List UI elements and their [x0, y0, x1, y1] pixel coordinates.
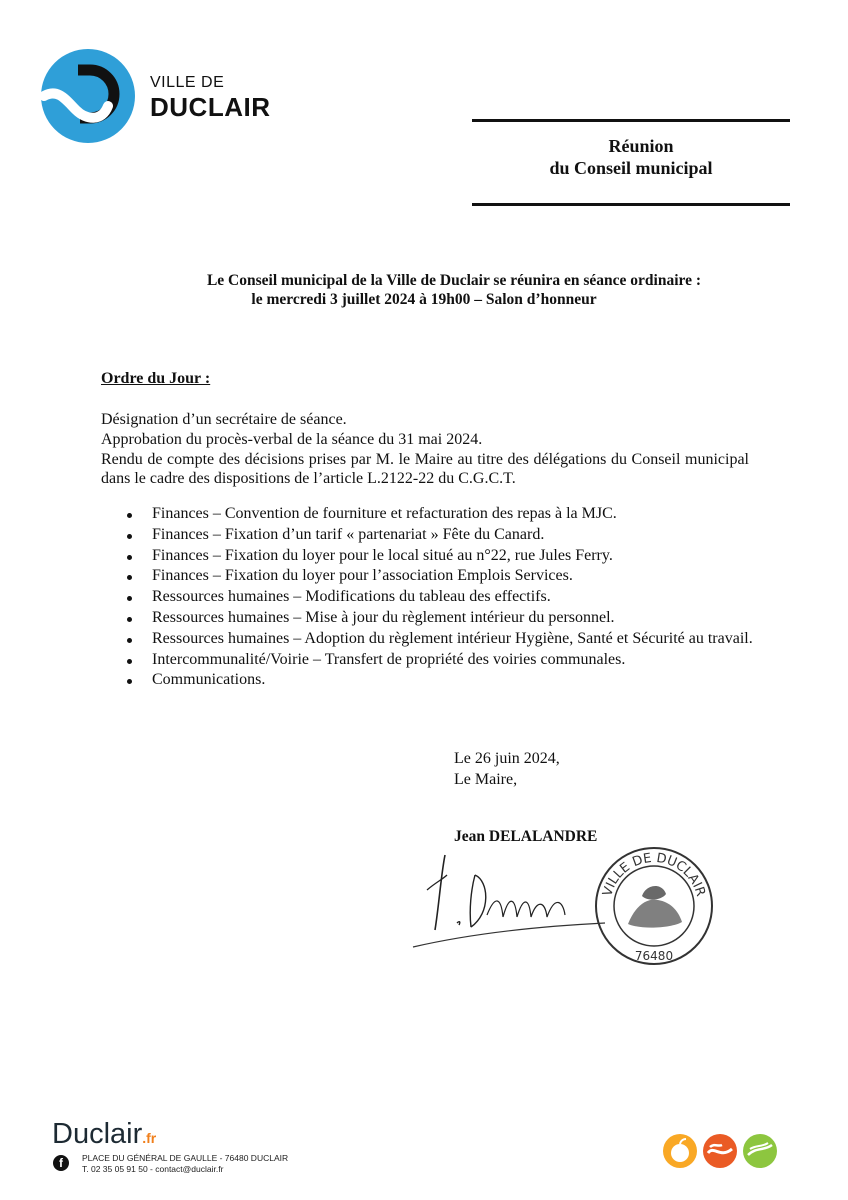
- footer-brand-suffix: .fr: [142, 1130, 157, 1146]
- bullet-icon: [127, 596, 132, 601]
- agenda-item-text: Communications.: [152, 671, 266, 689]
- convocation-line-2: le mercredi 3 juillet 2024 à 19h00 – Salon d’honneur: [251, 291, 597, 308]
- footer-contact: T. 02 35 05 91 50 - contact@duclair.fr: [82, 1164, 224, 1174]
- signature-date: Le 26 juin 2024,: [454, 750, 560, 767]
- agenda-item: [101, 608, 761, 629]
- footer-brand: Duclair: [52, 1118, 143, 1150]
- title-top-rule: [472, 119, 790, 122]
- agenda-item-text: Ressources humaines – Mise à jour du règlement intérieur du personnel.: [152, 608, 615, 626]
- bullet-icon: [127, 575, 132, 580]
- apple-badge-icon: [662, 1133, 698, 1169]
- agenda-paragraph: Approbation du procès-verbal de la séance du 31 mai 2024.: [101, 431, 483, 448]
- stamp-top-text: VILLE DE DUCLAIR: [600, 850, 708, 899]
- agenda-paragraph: Rendu de compte des décisions prises par M. le Maire au titre des délégations du Conseil municipal dans le cadre des dispositions de l’article L.2122-22 du C.G.C.T.: [101, 451, 749, 487]
- agenda-item: [101, 566, 761, 587]
- bullet-icon: [127, 555, 132, 560]
- agenda-item-text: Finances – Fixation du loyer pour le local situé au n°22, rue Jules Ferry.: [152, 546, 613, 564]
- agenda-item-text: Intercommunalité/Voirie – Transfert de propriété des voiries communales.: [152, 650, 626, 668]
- title-bottom-rule: [472, 203, 790, 206]
- agenda-item: [101, 546, 761, 567]
- duclair-logo-icon: [40, 48, 140, 148]
- convocation-line-1: Le Conseil municipal de la Ville de Duclair se réunira en séance ordinaire :: [206, 272, 702, 289]
- agenda-item: [101, 670, 761, 691]
- bullet-icon: [127, 617, 132, 622]
- logo-ville-de: VILLE DE: [150, 74, 225, 91]
- facebook-icon[interactable]: f: [53, 1155, 69, 1171]
- agenda-item: [101, 525, 761, 546]
- bullet-icon: [127, 679, 132, 684]
- stamp-postcode: 76480: [634, 949, 674, 963]
- ville-de-duclair-logo: [40, 48, 300, 148]
- agenda-item: [101, 504, 761, 525]
- agenda-item-text: Ressources humaines – Modifications du tableau des effectifs.: [152, 588, 551, 606]
- agenda-item-text: Finances – Convention de fourniture et refacturation des repas à la MJC.: [152, 505, 617, 522]
- agenda-item: [101, 587, 761, 608]
- agenda-item-text: Finances – Fixation du loyer pour l’association Emplois Services.: [152, 567, 573, 585]
- town-hall-stamp: [592, 844, 716, 968]
- agenda-item-text: Ressources humaines – Adoption du règlement intérieur Hygiène, Santé et Sécurité au travail.: [152, 629, 753, 647]
- logo-duclair: DUCLAIR: [150, 92, 271, 122]
- bullet-icon: [127, 638, 132, 643]
- duclair-fr-logo: [52, 1118, 156, 1151]
- nature-badge-icon: [742, 1133, 778, 1169]
- signature-role: Le Maire,: [454, 771, 518, 788]
- agenda-paragraph: Désignation d’un secrétaire de séance.: [101, 411, 347, 428]
- footer-address: PLACE DU GÉNÉRAL DE GAULLE - 76480 DUCLAIR: [82, 1153, 289, 1163]
- bullet-icon: [127, 659, 132, 664]
- agenda-item: [101, 629, 761, 650]
- bullet-icon: [127, 534, 132, 539]
- handwritten-signature: [405, 835, 615, 960]
- river-badge-icon: [702, 1133, 738, 1169]
- meeting-title: Réunion: [608, 136, 674, 156]
- signer-name: Jean DELALANDRE: [454, 828, 598, 845]
- bullet-icon: [127, 513, 132, 518]
- agenda-item: [101, 650, 761, 671]
- meeting-subtitle: du Conseil municipal: [549, 158, 713, 178]
- agenda-item-text: Finances – Fixation d’un tarif « partenariat » Fête du Canard.: [152, 525, 545, 543]
- agenda-list: [101, 504, 761, 691]
- agenda-heading: Ordre du Jour :: [101, 370, 211, 387]
